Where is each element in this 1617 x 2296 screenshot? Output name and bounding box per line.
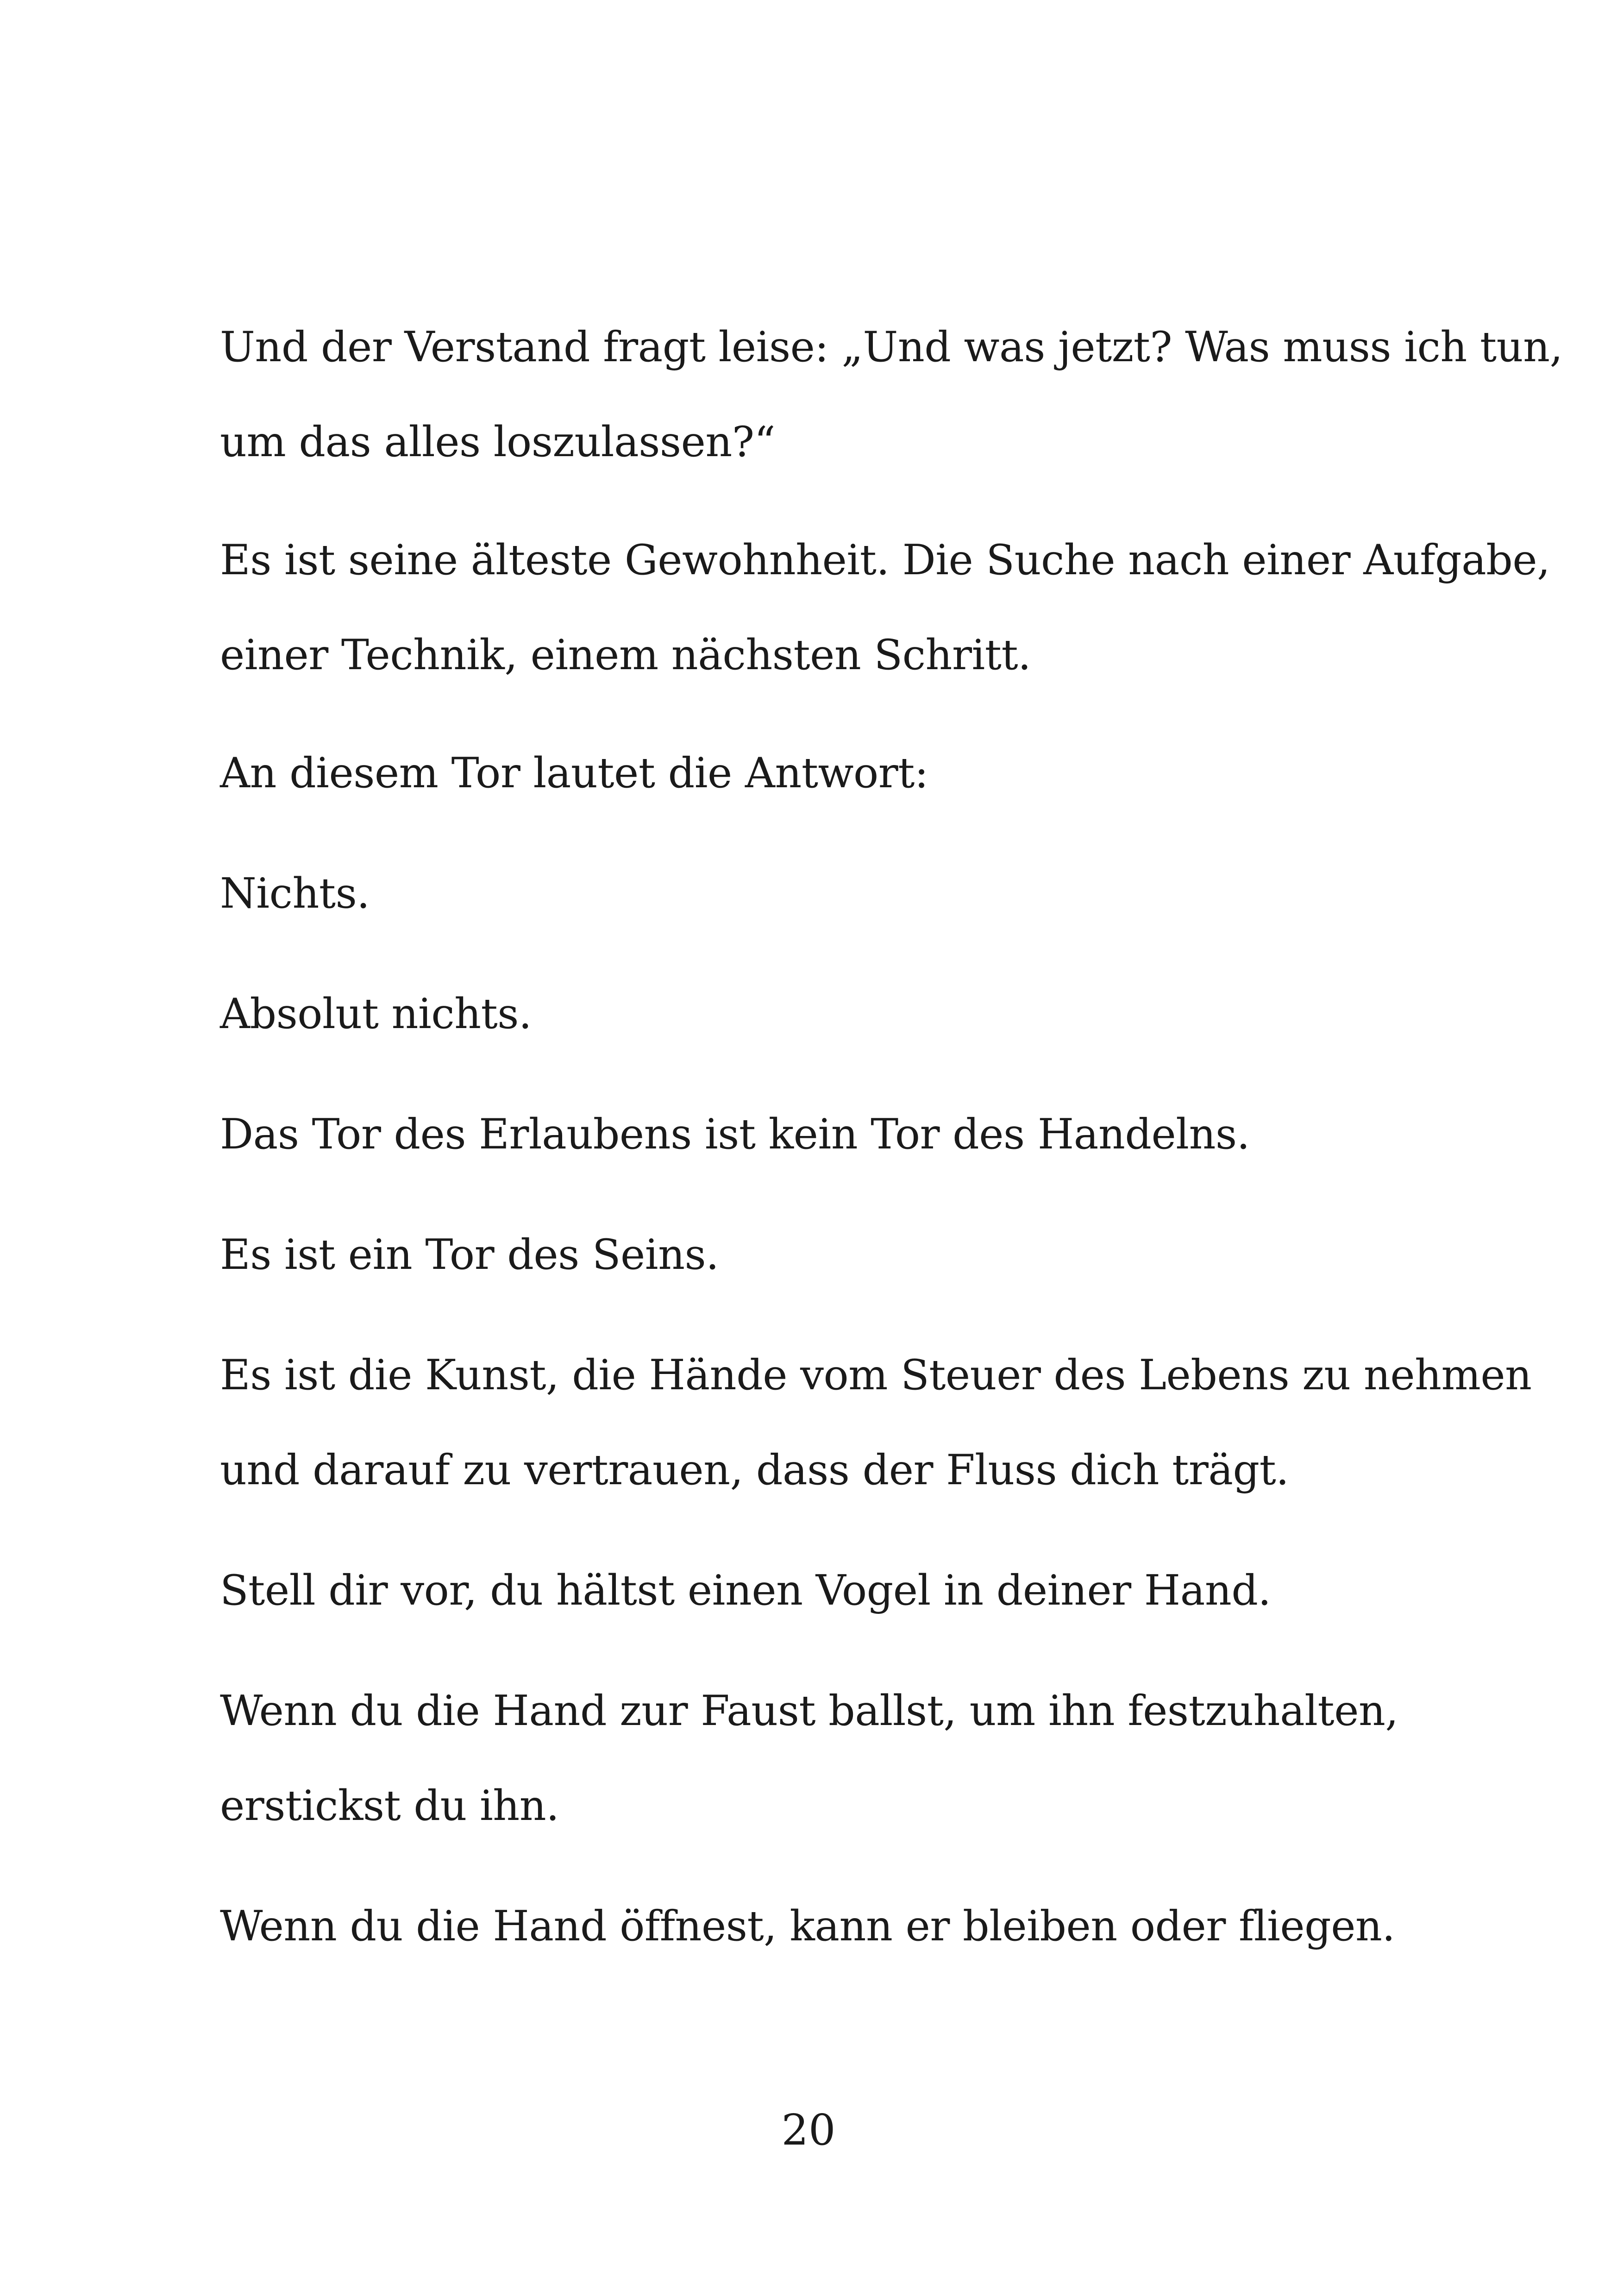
paragraph-11: Wenn du die Hand öffnest, kann er bleiben oder fliegen.	[220, 1902, 1395, 1951]
paragraph-10-line-2: erstickst du ihn.	[220, 1782, 559, 1830]
paragraph-5: Absolut nichts.	[220, 990, 532, 1038]
paragraph-2-line-1: Es ist seine älteste Gewohnheit. Die Suche nach einer Aufgabe,	[220, 536, 1550, 584]
paragraph-1-line-1: Und der Verstand fragt leise: „Und was jetzt? Was muss ich tun,	[220, 323, 1563, 371]
paragraph-1-line-2: um das alles loszulassen?“	[220, 418, 776, 466]
paragraph-3: An diesem Tor lautet die Antwort:	[220, 749, 928, 797]
paragraph-6: Das Tor des Erlaubens ist kein Tor des Handelns.	[220, 1110, 1250, 1159]
paragraph-4: Nichts.	[220, 869, 370, 918]
paragraph-9: Stell dir vor, du hältst einen Vogel in deiner Hand.	[220, 1566, 1271, 1615]
paragraph-7: Es ist ein Tor des Seins.	[220, 1230, 719, 1279]
paragraph-8-line-2: und darauf zu vertrauen, dass der Fluss dich trägt.	[220, 1446, 1289, 1494]
paragraph-2-line-2: einer Technik, einem nächsten Schritt.	[220, 631, 1031, 679]
paragraph-10-line-1: Wenn du die Hand zur Faust ballst, um ihn festzuhalten,	[220, 1687, 1398, 1735]
paragraph-8-line-1: Es ist die Kunst, die Hände vom Steuer des Lebens zu nehmen	[220, 1351, 1532, 1399]
page-number: 20	[781, 2105, 836, 2155]
